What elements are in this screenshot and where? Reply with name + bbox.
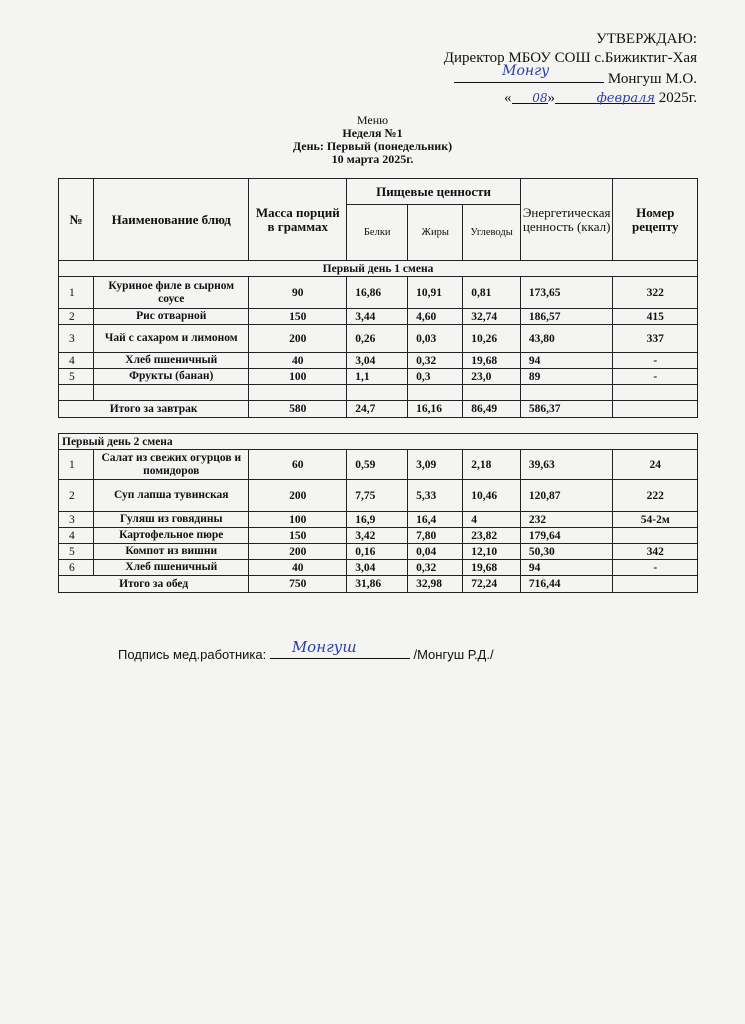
section2-total-p: 31,86 <box>347 576 408 593</box>
row-energy: 39,63 <box>520 450 613 480</box>
row-proteins: 16,9 <box>347 512 408 528</box>
table-row <box>59 369 698 385</box>
row-mass: 150 <box>249 309 347 325</box>
table-row <box>59 560 698 576</box>
row-proteins: 0,59 <box>347 450 408 480</box>
row-energy: 179,64 <box>520 528 613 544</box>
row-mass: 100 <box>249 369 347 385</box>
menu-header <box>0 114 745 166</box>
row-num: 5 <box>59 369 94 385</box>
section1-empty-row <box>59 385 698 401</box>
row-carbs: 0,81 <box>463 277 521 309</box>
section1-total-f: 16,16 <box>408 401 463 418</box>
menu-table <box>58 178 698 593</box>
row-recipe: - <box>613 353 698 369</box>
row-num: 1 <box>59 277 94 309</box>
row-fats: 4,60 <box>408 309 463 325</box>
row-energy: 89 <box>520 369 613 385</box>
section1-total-mass: 580 <box>249 401 347 418</box>
menu-date: 10 марта 2025г. <box>331 152 414 166</box>
row-name: Картофельное пюре <box>94 528 249 544</box>
row-proteins: 3,42 <box>347 528 408 544</box>
row-name: Рис отварной <box>94 309 249 325</box>
row-carbs: 10,46 <box>463 480 521 512</box>
table-row <box>59 277 698 309</box>
table-row <box>59 450 698 480</box>
row-num: 1 <box>59 450 94 480</box>
row-energy: 120,87 <box>520 480 613 512</box>
approval-title: УТВЕРЖДАЮ: <box>596 31 697 47</box>
approval-name-line <box>444 63 697 89</box>
col-energy: Энергетическая ценность (ккал) <box>520 179 613 261</box>
date-month-line <box>555 89 655 104</box>
col-carbs: Углеводы <box>463 205 521 261</box>
row-recipe: 24 <box>613 450 698 480</box>
section2-total-e: 716,44 <box>520 576 613 593</box>
section1-total-label: Итого за завтрак <box>59 401 249 418</box>
section1-total-e: 586,37 <box>520 401 613 418</box>
row-mass: 40 <box>249 560 347 576</box>
row-recipe <box>613 528 698 544</box>
date-quote-open: « <box>504 90 512 106</box>
row-proteins: 0,26 <box>347 325 408 353</box>
row-energy: 173,65 <box>520 277 613 309</box>
row-fats: 3,09 <box>408 450 463 480</box>
row-energy: 94 <box>520 560 613 576</box>
menu-title: Меню <box>356 113 389 127</box>
row-fats: 0,04 <box>408 544 463 560</box>
row-carbs: 4 <box>463 512 521 528</box>
row-proteins: 3,44 <box>347 309 408 325</box>
date-day: 08 <box>532 91 548 105</box>
row-mass: 90 <box>249 277 347 309</box>
row-fats: 0,32 <box>408 560 463 576</box>
row-mass: 40 <box>249 353 347 369</box>
row-proteins: 1,1 <box>347 369 408 385</box>
section2-total-mass: 750 <box>249 576 347 593</box>
row-recipe: 322 <box>613 277 698 309</box>
row-energy: 186,57 <box>520 309 613 325</box>
row-num: 2 <box>59 480 94 512</box>
section1-total-row <box>59 401 698 418</box>
section1-total-p: 24,7 <box>347 401 408 418</box>
row-energy: 232 <box>520 512 613 528</box>
row-proteins: 3,04 <box>347 353 408 369</box>
row-recipe: - <box>613 369 698 385</box>
row-name: Хлеб пшеничный <box>94 353 249 369</box>
row-name: Гуляш из говядины <box>94 512 249 528</box>
row-proteins: 3,04 <box>347 560 408 576</box>
row-num: 4 <box>59 353 94 369</box>
row-mass: 150 <box>249 528 347 544</box>
menu-week: Неделя №1 <box>342 126 403 140</box>
row-carbs: 19,68 <box>463 353 521 369</box>
row-carbs: 23,0 <box>463 369 521 385</box>
approval-block <box>444 30 697 108</box>
menu-day: День: Первый (понедельник) <box>292 139 453 153</box>
row-fats: 0,03 <box>408 325 463 353</box>
table-row <box>59 544 698 560</box>
medical-signature-line <box>270 638 410 659</box>
table-row <box>59 480 698 512</box>
row-energy: 43,80 <box>520 325 613 353</box>
row-name: Компот из вишни <box>94 544 249 560</box>
row-carbs: 2,18 <box>463 450 521 480</box>
row-energy: 50,30 <box>520 544 613 560</box>
row-mass: 60 <box>249 450 347 480</box>
row-fats: 10,91 <box>408 277 463 309</box>
spacer-row <box>59 418 698 434</box>
row-name: Куриное филе в сырном соусе <box>94 277 249 309</box>
medical-signature <box>118 638 494 662</box>
row-num: 2 <box>59 309 94 325</box>
section2-total-f: 32,98 <box>408 576 463 593</box>
date-year: 2025г. <box>658 90 697 106</box>
row-carbs: 19,68 <box>463 560 521 576</box>
row-carbs: 10,26 <box>463 325 521 353</box>
row-mass: 200 <box>249 325 347 353</box>
row-fats: 5,33 <box>408 480 463 512</box>
row-recipe: 415 <box>613 309 698 325</box>
section1-body <box>59 277 698 385</box>
table-row <box>59 353 698 369</box>
row-mass: 200 <box>249 480 347 512</box>
date-month: февраля <box>596 91 656 106</box>
row-mass: 100 <box>249 512 347 528</box>
row-recipe: 54-2м <box>613 512 698 528</box>
row-fats: 0,3 <box>408 369 463 385</box>
row-num: 3 <box>59 512 94 528</box>
row-proteins: 7,75 <box>347 480 408 512</box>
row-mass: 200 <box>249 544 347 560</box>
row-recipe: 337 <box>613 325 698 353</box>
col-fats: Жиры <box>408 205 463 261</box>
row-name: Хлеб пшеничный <box>94 560 249 576</box>
director-name: Монгуш М.О. <box>607 71 697 87</box>
medical-signature-label: Подпись мед.работника: <box>118 647 267 662</box>
section1-title: Первый день 1 смена <box>59 261 698 277</box>
row-recipe: 222 <box>613 480 698 512</box>
row-carbs: 32,74 <box>463 309 521 325</box>
approval-position: Директор МБОУ СОШ с.Бижиктиг-Хая <box>443 50 697 66</box>
row-carbs: 23,82 <box>463 528 521 544</box>
medical-worker-name: /Монгуш Р.Д./ <box>413 647 494 662</box>
col-name: Наименование блюд <box>94 179 249 261</box>
row-name: Чай с сахаром и лимоном <box>94 325 249 353</box>
section2-title: Первый день 2 смена <box>59 434 698 450</box>
row-proteins: 0,16 <box>347 544 408 560</box>
table-row <box>59 309 698 325</box>
row-energy: 94 <box>520 353 613 369</box>
row-recipe: - <box>613 560 698 576</box>
col-proteins: Белки <box>347 205 408 261</box>
row-name: Фрукты (банан) <box>94 369 249 385</box>
row-recipe: 342 <box>613 544 698 560</box>
row-fats: 7,80 <box>408 528 463 544</box>
row-name: Суп лапша тувинская <box>94 480 249 512</box>
medical-signature-mark: Монгуш <box>291 638 357 656</box>
row-num: 4 <box>59 528 94 544</box>
col-recipe: Номер рецепту <box>613 179 698 261</box>
approval-date <box>444 89 697 108</box>
section2-total-row <box>59 576 698 593</box>
col-mass: Масса порций в граммах <box>249 179 347 261</box>
section2-total-label: Итого за обед <box>59 576 249 593</box>
col-nutrition: Пищевые ценности <box>347 179 521 205</box>
date-day-line <box>512 89 548 104</box>
date-quote-close: » <box>547 90 556 106</box>
table-row <box>59 528 698 544</box>
row-num: 3 <box>59 325 94 353</box>
row-fats: 0,32 <box>408 353 463 369</box>
row-num: 6 <box>59 560 94 576</box>
section2-body <box>59 450 698 576</box>
section1-total-c: 86,49 <box>463 401 521 418</box>
col-num: № <box>59 179 94 261</box>
director-signature-line <box>454 63 604 83</box>
row-name: Салат из свежих огурцов и помидоров <box>94 450 249 480</box>
director-signature: Монгу <box>502 63 550 79</box>
table-row <box>59 325 698 353</box>
section2-total-c: 72,24 <box>463 576 521 593</box>
row-fats: 16,4 <box>408 512 463 528</box>
row-num: 5 <box>59 544 94 560</box>
row-proteins: 16,86 <box>347 277 408 309</box>
table-row <box>59 512 698 528</box>
row-carbs: 12,10 <box>463 544 521 560</box>
